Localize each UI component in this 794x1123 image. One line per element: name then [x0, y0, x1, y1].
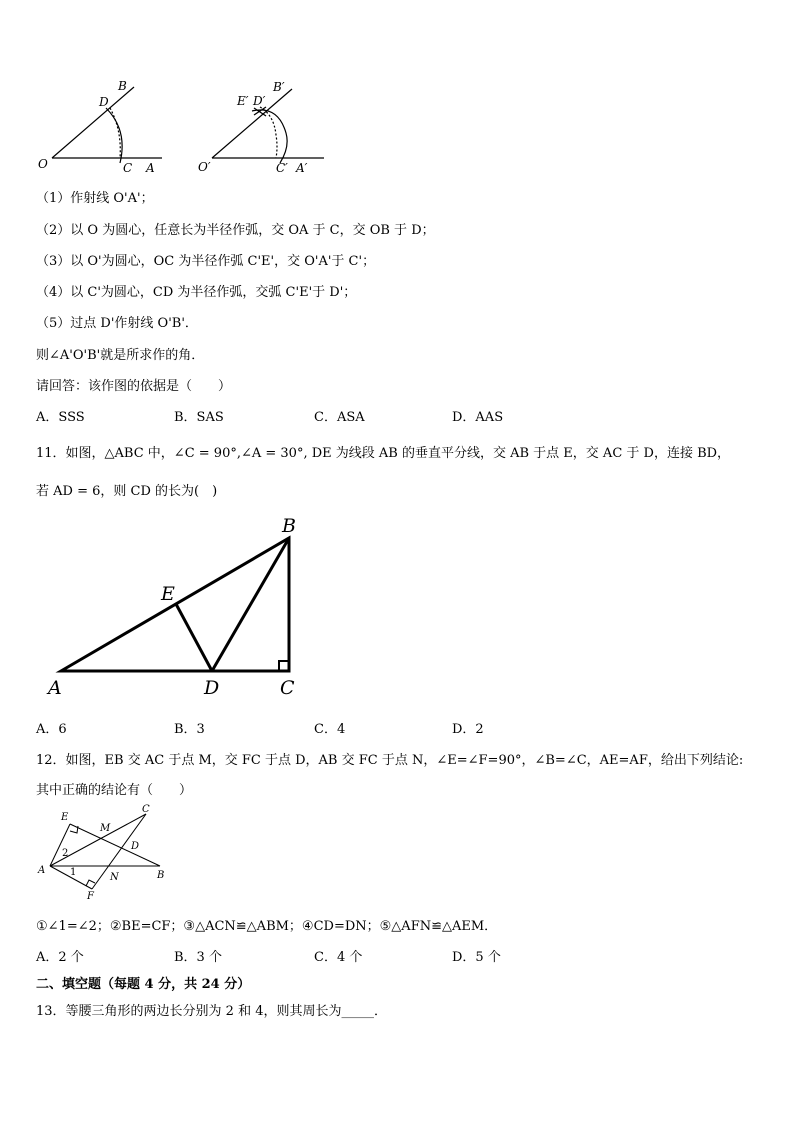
q10-step-2: （2）以 O 为圆心，任意长为半径作弧，交 OA 于 C，交 OB 于 D； — [36, 223, 435, 238]
label-N: N — [110, 872, 119, 883]
label-E: E — [161, 583, 175, 605]
label-B: B — [118, 79, 127, 93]
q11-choice-a[interactable]: A．6 — [36, 722, 67, 737]
q10-choice-a[interactable]: A．SSS — [36, 410, 85, 425]
label-angle-1: 1 — [70, 867, 77, 878]
label-O-prime: O′ — [198, 160, 211, 174]
label-E-prime: E′ — [237, 94, 249, 108]
q12-choice-d[interactable]: D．5 个 — [452, 950, 501, 965]
q10-step-5: （5）过点 D'作射线 O'B'． — [36, 316, 198, 331]
q10-choice-b[interactable]: B．SAS — [174, 410, 224, 425]
label-F: F — [87, 891, 94, 900]
q11-choice-b[interactable]: B．3 — [174, 722, 205, 737]
label-O: O — [38, 157, 48, 171]
q11-stem-line-1: 11．如图，△ABC 中，∠C = 90°,∠A = 30°, DE 为线段 AB 的垂直平分线，交 AB 于点 E，交 AC 于 D，连接 BD， — [36, 446, 731, 461]
label-A: A — [48, 677, 62, 699]
q10-conclusion: 则∠A'O'B'就是所求作的角． — [36, 348, 205, 363]
label-B: B — [157, 870, 165, 881]
label-D: D — [99, 95, 109, 109]
q12-choice-b[interactable]: B．3 个 — [174, 950, 222, 965]
q12-stem-line-1: 12．如图，EB 交 AC 于点 M，交 FC 于点 D，AB 交 FC 于点 N，∠E=∠F=90°，∠B=∠C，AE=AF，给出下列结论: — [36, 753, 744, 768]
section-2-title: 二、填空题（每题 4 分，共 24 分） — [36, 977, 251, 992]
q12-figure — [34, 800, 174, 900]
q10-step-3: （3）以 O'为圆心，OC 为半径作弧 C'E'，交 O'A'于 C'； — [36, 254, 376, 269]
label-E: E — [61, 812, 69, 823]
label-angle-2: 2 — [62, 848, 69, 859]
triangle-abc — [61, 538, 289, 671]
label-D-prime: D′ — [253, 94, 266, 108]
label-B: B — [282, 515, 296, 537]
q11-triangle-figure — [40, 510, 330, 700]
q12-stem-line-2: 其中正确的结论有（ ） — [36, 783, 193, 798]
q13-text: 13．等腰三角形的两边长分别为 2 和 4，则其周长为_____． — [36, 1004, 387, 1019]
label-C-prime: C′ — [276, 161, 288, 175]
q11-choice-d[interactable]: D．2 — [452, 722, 484, 737]
label-B-prime: B′ — [273, 80, 285, 94]
q12-choice-c[interactable]: C．4 个 — [314, 950, 363, 965]
q10-question: 请回答：该作图的依据是（ ） — [36, 379, 232, 394]
q12-statements: ①∠1=∠2；②BE=CF；③△ACN≌△ABM；④CD=DN；⑤△AFN≌△AEM． — [36, 919, 498, 934]
segment-de — [176, 604, 212, 671]
q11-stem-line-2: 若 AD = 6，则 CD 的长为( ) — [36, 484, 218, 499]
label-C: C — [142, 804, 150, 815]
label-A: A — [38, 865, 46, 876]
label-M: M — [100, 823, 111, 834]
q11-choice-c[interactable]: C．4 — [314, 722, 346, 737]
q10-step-1: （1）作射线 O'A'； — [36, 191, 154, 206]
label-D: D — [204, 677, 220, 699]
label-C: C — [123, 161, 133, 175]
angle-construction-figure — [30, 75, 330, 180]
label-C: C — [280, 677, 295, 699]
label-A: A — [146, 161, 155, 175]
q10-step-4: （4）以 C'为圆心，CD 为半径作弧，交弧 C'E'于 D'； — [36, 285, 357, 300]
segment-bd — [212, 538, 289, 671]
q12-choice-a[interactable]: A．2 个 — [36, 950, 84, 965]
label-D: D — [131, 841, 140, 852]
q10-choice-c[interactable]: C．ASA — [314, 410, 365, 425]
constructed-angle — [212, 89, 324, 163]
label-A-prime: A′ — [296, 161, 308, 175]
q10-choice-d[interactable]: D．AAS — [452, 410, 504, 425]
